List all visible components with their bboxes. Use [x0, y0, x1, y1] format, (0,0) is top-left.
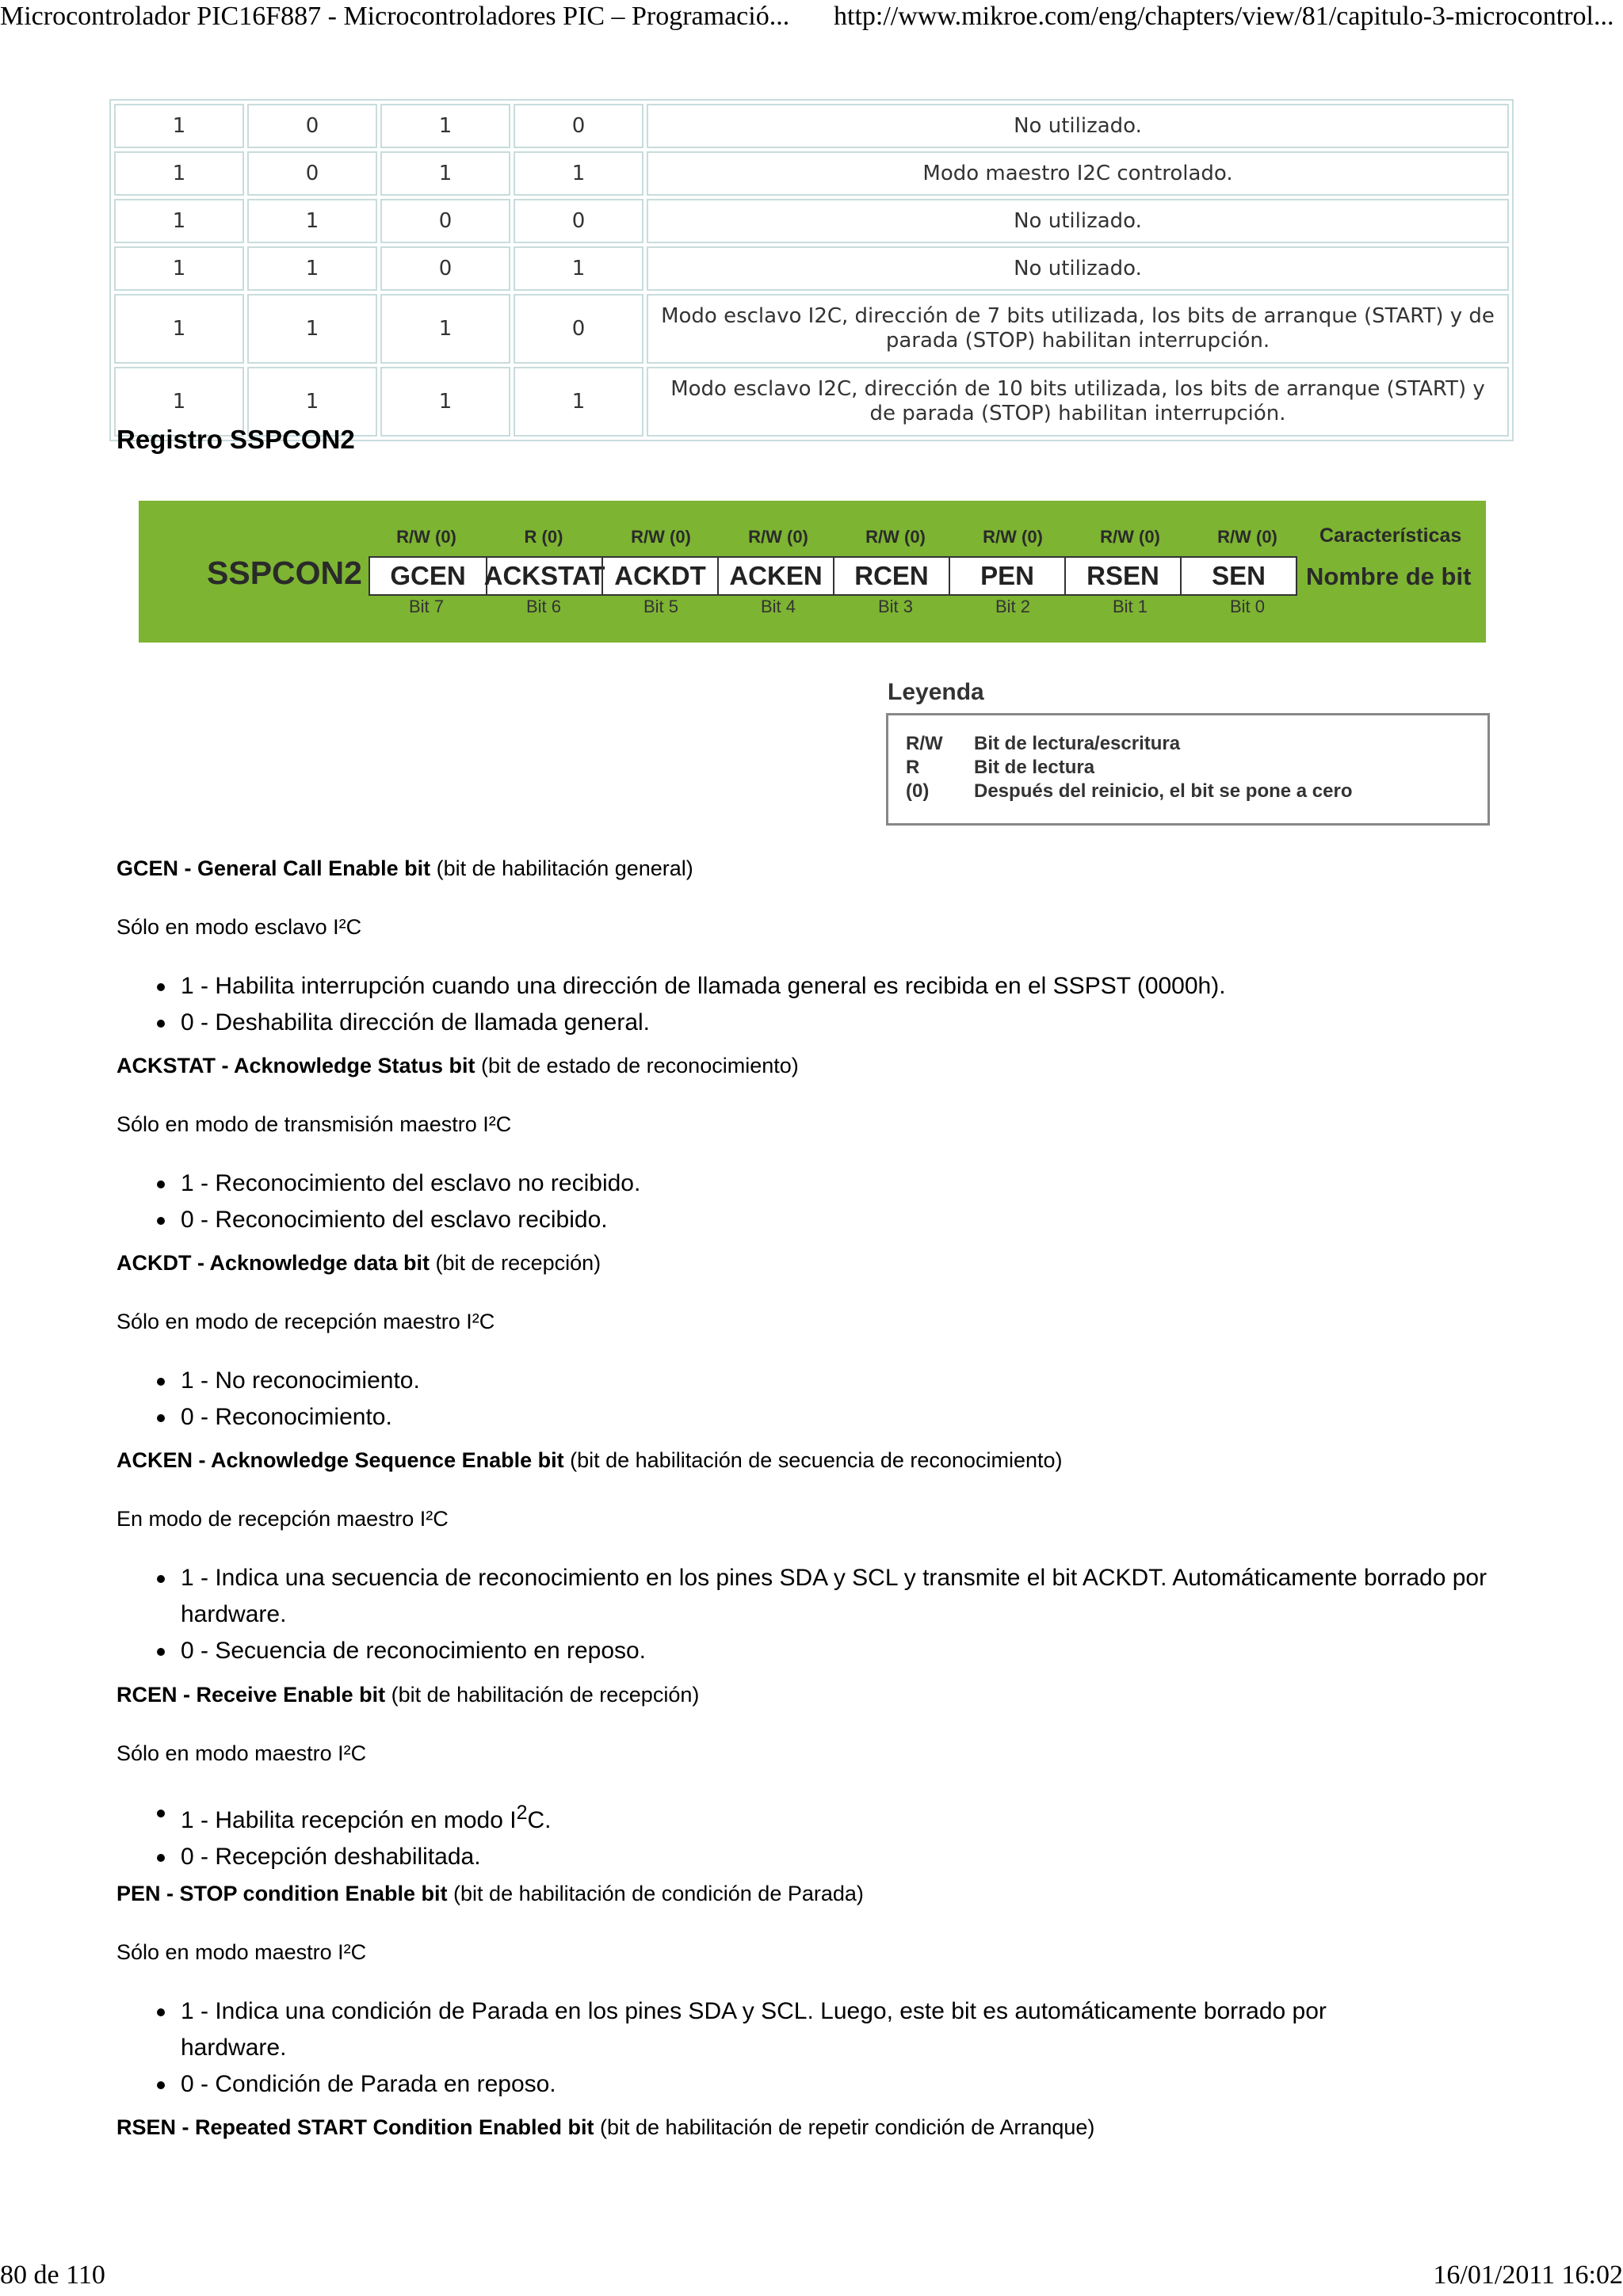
table-cell: 1 — [114, 367, 244, 437]
print-datetime: 16/01/2011 16:02 — [1433, 2260, 1623, 2290]
mode-note: Sólo en modo de recepción maestro I²C — [116, 1310, 495, 1333]
table-cell: 1 — [247, 199, 377, 243]
legend-row — [906, 780, 1353, 803]
table-cell: 1 — [514, 367, 643, 437]
register-diagram — [139, 501, 1486, 643]
table-cell: 1 — [247, 294, 377, 364]
table-cell: 1 — [247, 367, 377, 437]
bit-heading-bold: RCEN - Receive Enable bit — [116, 1683, 386, 1707]
bit-cells — [369, 556, 1297, 596]
bit-name: RCEN — [833, 558, 949, 594]
bit-heading-rest: (bit de recepción) — [430, 1251, 601, 1275]
bit-name: GCEN — [390, 561, 466, 590]
nombre-de-bit-label: Nombre de bit — [1306, 563, 1472, 590]
bit-heading-ackdt — [116, 1251, 601, 1276]
legend-key: R — [906, 757, 920, 778]
table-row — [114, 199, 1509, 243]
caracteristicas-label: Características — [1319, 524, 1462, 547]
list-item — [152, 1794, 1499, 1839]
bit-number: Bit 1 — [1112, 597, 1148, 616]
bit-heading-acken — [116, 1448, 1062, 1473]
bit-attribute: R/W (0) — [865, 527, 926, 547]
list-item: 1 - No reconocimiento. — [152, 1363, 1499, 1399]
bit-name: ACKDT — [601, 558, 717, 594]
table-cell: 1 — [380, 294, 510, 364]
bit-heading-rest: (bit de habilitación de repetir condición de Arranque) — [594, 2115, 1095, 2139]
table-cell: 0 — [247, 104, 377, 148]
list-item: 1 - Habilita interrupción cuando una dirección de llamada general es recibida en el SSPST (0000h). — [152, 968, 1499, 1005]
bit-options-list — [152, 1363, 1499, 1436]
page-number: 80 de 110 — [0, 2260, 105, 2290]
list-item: 0 - Secuencia de reconocimiento en reposo. — [152, 1633, 1499, 1669]
list-item: 1 - Reconocimiento del esclavo no recibido. — [152, 1165, 1499, 1202]
mode-note: Sólo en modo maestro I²C — [116, 1741, 367, 1765]
table-cell: Modo esclavo I2C, dirección de 7 bits utilizada, los bits de arranque (START) y de parada (STOP) habilitan interrupción. — [647, 294, 1509, 364]
bit-attribute: R/W (0) — [983, 527, 1043, 547]
list-item: 0 - Reconocimiento del esclavo recibido. — [152, 1202, 1499, 1238]
table-cell: 1 — [114, 151, 244, 196]
bit-heading-pen — [116, 1882, 864, 1906]
table-cell: 0 — [514, 294, 643, 364]
bit-attribute: R/W (0) — [748, 527, 808, 547]
mode-table — [109, 99, 1514, 441]
legend-key: R/W — [906, 733, 943, 754]
table-cell: 1 — [380, 151, 510, 196]
table-cell: 1 — [114, 104, 244, 148]
bit-heading-bold: ACKDT - Acknowledge data bit — [116, 1251, 430, 1275]
table-row — [114, 294, 1509, 364]
table-cell: No utilizado. — [647, 104, 1509, 148]
bit-heading-rest: (bit de estado de reconocimiento) — [475, 1054, 799, 1077]
table-cell: 1 — [114, 294, 244, 364]
table-cell: 0 — [514, 199, 643, 243]
bit-attribute: R/W (0) — [396, 527, 456, 547]
list-item: 1 - Indica una condición de Parada en los pines SDA y SCL. Luego, este bit es automáticamente borrado por hardware. — [152, 1993, 1388, 2066]
bit-name: ACKEN — [717, 558, 833, 594]
bit-options-list — [152, 1993, 1388, 2103]
list-item-text: C. — [527, 1807, 552, 1833]
mode-note: Sólo en modo maestro I²C — [116, 1940, 367, 1964]
page-title: Microcontrolador PIC16F887 - Microcontroladores PIC – Programació... — [0, 2, 790, 31]
table-row — [114, 151, 1509, 196]
table-cell: 1 — [380, 104, 510, 148]
bit-attribute: R/W (0) — [1100, 527, 1160, 547]
bit-heading-rest: (bit de habilitación general) — [430, 856, 693, 880]
bit-name: ACKSTAT — [486, 558, 601, 594]
bit-heading-rcen — [116, 1683, 699, 1707]
bit-number: Bit 2 — [995, 597, 1031, 616]
bit-heading-rest: (bit de habilitación de recepción) — [385, 1683, 700, 1707]
bit-heading-bold: ACKSTAT - Acknowledge Status bit — [116, 1054, 475, 1077]
mode-note: Sólo en modo de transmisión maestro I²C — [116, 1112, 512, 1136]
legend-row — [906, 733, 1180, 755]
table-cell: Modo esclavo I2C, dirección de 10 bits utilizada, los bits de arranque (START) y de parada (STOP) habilitan interrupción. — [647, 367, 1509, 437]
list-item: 0 - Condición de Parada en reposo. — [152, 2066, 1388, 2103]
legend-box — [886, 713, 1490, 826]
bit-name: SEN — [1180, 558, 1296, 594]
page-url: http://www.mikroe.com/eng/chapters/view/81/capitulo-3-microcontrol... — [834, 2, 1614, 31]
bit-name: RSEN — [1064, 558, 1180, 594]
bit-attribute: R/W (0) — [1217, 527, 1277, 547]
register-name: SSPCON2 — [207, 555, 362, 591]
legend-value: Bit de lectura/escritura — [974, 733, 1181, 754]
table-cell: 1 — [114, 199, 244, 243]
bit-heading-bold: RSEN - Repeated START Condition Enabled bit — [116, 2115, 594, 2139]
bit-options-list — [152, 968, 1499, 1041]
table-cell: 1 — [514, 246, 643, 291]
bit-attribute: R (0) — [524, 527, 563, 547]
bit-name: PEN — [949, 558, 1064, 594]
bit-options-list — [152, 1794, 1499, 1875]
bit-heading-gcen — [116, 856, 693, 881]
list-item: 0 - Deshabilita dirección de llamada general. — [152, 1005, 1499, 1041]
bit-heading-ackstat — [116, 1054, 799, 1078]
bit-attribute: R/W (0) — [631, 527, 691, 547]
list-item: 0 - Reconocimiento. — [152, 1399, 1499, 1436]
table-cell: 1 — [514, 151, 643, 196]
print-footer — [0, 2260, 1623, 2296]
bit-number: Bit 6 — [525, 597, 562, 616]
table-row — [114, 246, 1509, 291]
bit-number: Bit 7 — [408, 597, 445, 616]
bit-options-list — [152, 1560, 1499, 1669]
legend-row — [906, 757, 1094, 779]
list-item-text: 1 - Habilita recepción en modo I — [181, 1807, 517, 1833]
mode-note: En modo de recepción maestro I²C — [116, 1507, 449, 1531]
table-cell: No utilizado. — [647, 199, 1509, 243]
mode-note: Sólo en modo esclavo I²C — [116, 915, 362, 939]
bit-heading-rsen — [116, 2115, 1094, 2140]
table-cell: 1 — [114, 246, 244, 291]
table-row — [114, 104, 1509, 148]
bit-number: Bit 0 — [1229, 597, 1266, 616]
bit-heading-rest: (bit de habilitación de condición de Parada) — [447, 1882, 864, 1905]
section-title: Registro SSPCON2 — [116, 425, 355, 454]
table-cell: No utilizado. — [647, 246, 1509, 291]
legend-value: Después del reinicio, el bit se pone a cero — [974, 780, 1353, 802]
list-item: 1 - Indica una secuencia de reconocimiento en los pines SDA y SCL y transmite el bit ACKDT. Automáticamente borrado por hardware. — [152, 1560, 1499, 1633]
print-header — [0, 0, 1623, 40]
table-cell: 1 — [247, 246, 377, 291]
table-cell: 0 — [380, 246, 510, 291]
bit-number: Bit 3 — [877, 597, 914, 616]
table-cell: Modo maestro I2C controlado. — [647, 151, 1509, 196]
table-cell: 0 — [247, 151, 377, 196]
legend-value: Bit de lectura — [974, 757, 1095, 778]
list-item: 0 - Recepción deshabilitada. — [152, 1839, 1499, 1875]
table-cell: 0 — [514, 104, 643, 148]
bit-heading-bold: GCEN - General Call Enable bit — [116, 856, 431, 880]
legend-key: (0) — [906, 780, 930, 802]
bit-number: Bit 4 — [760, 597, 796, 616]
bit-options-list — [152, 1165, 1499, 1238]
bit-heading-bold: PEN - STOP condition Enable bit — [116, 1882, 448, 1905]
bit-number: Bit 5 — [643, 597, 679, 616]
superscript: 2 — [516, 1802, 528, 1824]
table-cell: 1 — [380, 367, 510, 437]
table-cell: 0 — [380, 199, 510, 243]
legend-title: Leyenda — [888, 679, 984, 705]
bit-heading-rest: (bit de habilitación de secuencia de reconocimiento) — [563, 1448, 1063, 1472]
bit-heading-bold: ACKEN - Acknowledge Sequence Enable bit — [116, 1448, 564, 1472]
